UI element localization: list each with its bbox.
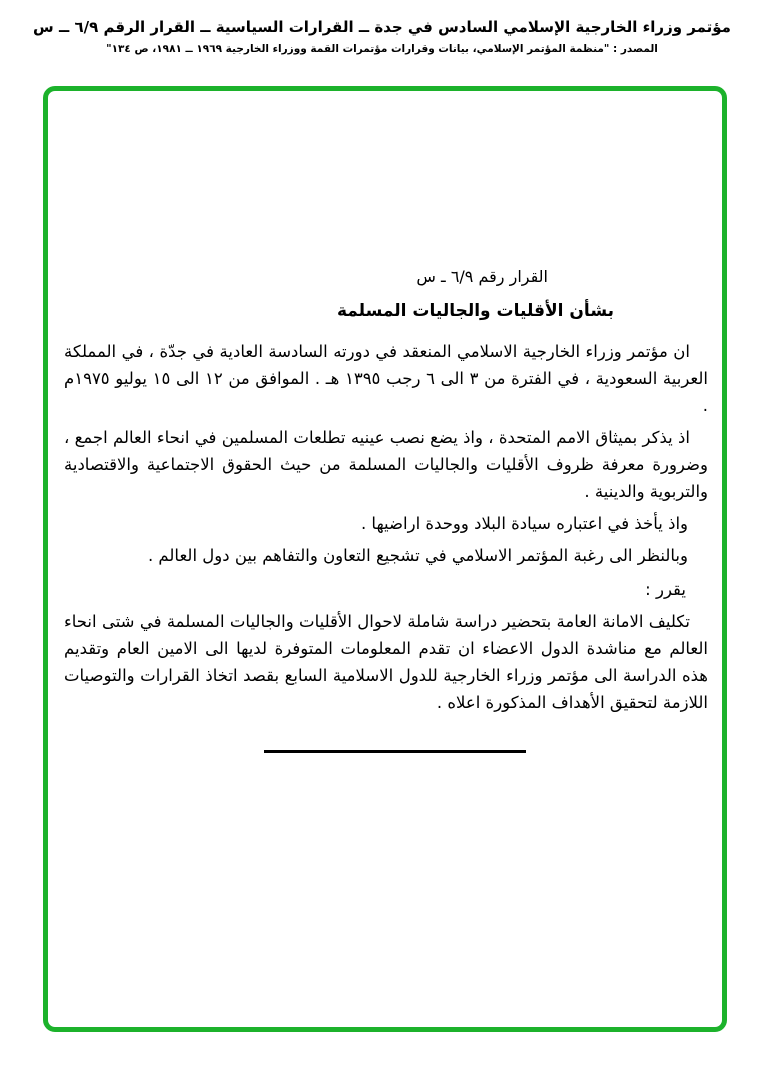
page-header-title: مؤتمر وزراء الخارجية الإسلامي السادس في جدة ــ القرارات السياسية ــ القرار الرقم ٦/٩ ــ س: [33, 18, 731, 36]
source-citation: المصدر : "منظمة المؤتمر الإسلامي، بيانات وقرارات مؤتمرات القمة ووزراء الخارجية ١٩٦٩ ــ ١٩٨١، ص ١٣٤": [106, 43, 658, 55]
divider-rule: [264, 750, 526, 753]
decides-label: يقرر :: [645, 580, 686, 599]
preamble-paragraph-3: واذ يأخذ في اعتباره سيادة البلاد ووحدة اراضيها .: [360, 514, 688, 533]
preamble-paragraph-4: وبالنظر الى رغبة المؤتمر الاسلامي في تشجيع التعاون والتفاهم بين دول العالم .: [147, 546, 688, 565]
preamble-paragraph-2: اذ يذكر بميثاق الامم المتحدة ، واذ يضع نصب عينيه تطلعات المسلمين في انحاء العالم اجمع ، وضرورة معرفة ظروف الأقليات والجاليات المسلمة من حيث الحقوق الاجتماعية والاقتصادية والتربوية والدينية .: [64, 428, 708, 501]
page-header: [0, 0, 764, 55]
operative-paragraph-1: تكليف الامانة العامة بتحضير دراسة شاملة لاحوال الأقليات والجاليات المسلمة في شتى انحاء العالم مع مناشدة الدول الاعضاء ان تقدم المعلومات المتوفرة لديها الى الامين العام وتقديم هذه الدراسة الى مؤتمر وزراء الخارجية للدول الاسلامية السابع بقصد اتخاذ القرارات والتوصيات اللازمة لتحقيق الأهداف المذكورة اعلاه .: [64, 612, 708, 712]
document-body: [64, 91, 708, 753]
document-frame: [43, 86, 727, 1032]
preamble-paragraph-1: ان مؤتمر وزراء الخارجية الاسلامي المنعقد في دورته السادسة العادية في جدّة ، في المملكة العربية السعودية ، في الفترة من ٣ الى ٦ رجب ١٣٩٥ هـ . الموافق من ١٢ الى ١٥ يوليو ١٩٧٥م .: [64, 342, 709, 415]
resolution-subject-heading: بشأن الأقليات والجاليات المسلمة: [336, 301, 614, 321]
resolution-number-heading: القرار رقم ٦/٩ ـ س: [416, 267, 548, 286]
